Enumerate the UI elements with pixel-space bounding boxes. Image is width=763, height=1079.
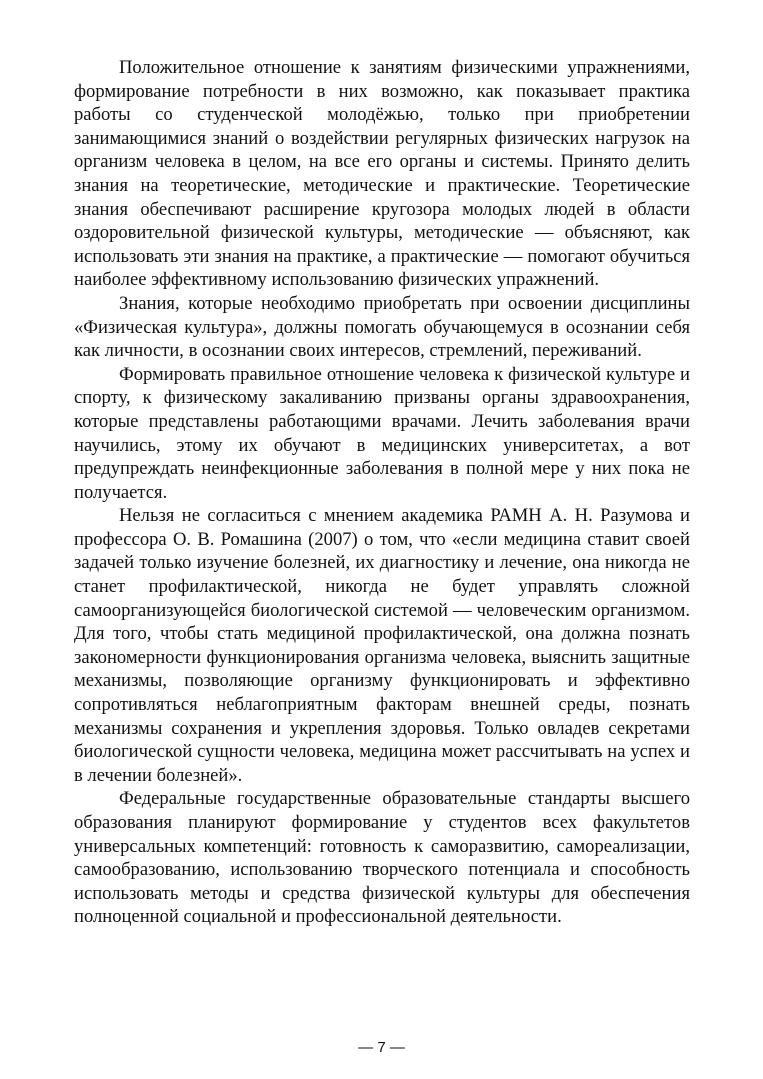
page-body: [74, 56, 690, 929]
paragraph-1: Положительное отношение к занятиям физическими упражнениями, формирование потребности в них возможно, как показывает практика работы со студенческой молодёжью, только при приобретении занимающимися знаний о воздействии регулярных физических нагрузок на организм человека в целом, на все его органы и системы. Принято делить знания на теоретические, методические и практические. Теоретические знания обеспечивают расширение кругозора молодых людей в области оздоровительной физической культуры, методические — объясняют, как использовать эти знания на практике, а практические — помогают обучиться наиболее эффективному использованию физических упражнений.: [74, 57, 690, 291]
page-number: — 7 —: [358, 1039, 405, 1056]
paragraph-5: Федеральные государственные образовательные стандарты высшего образования планируют формирование у студентов всех факультетов универсальных компетенций: готовность к саморазвитию, самореализации, самообразованию, использованию творческого потенциала и способность использовать методы и средства физической культуры для обеспечения полноценной социальной и профессиональной деятельности.: [74, 788, 690, 928]
paragraph-2: Знания, которые необходимо приобретать при освоении дисциплины «Физическая культура», должны помогать обучающемуся в осознании себя как личности, в осознании своих интересов, стремлений, переживаний.: [74, 292, 690, 362]
paragraph-3: Формировать правильное отношение человека к физической культуре и спорту, к физическому закаливанию призваны органы здравоохранения, которые представлены работающими врачами. Лечить заболевания врачи научились, этому их обучают в медицинских университетах, а вот предупреждать неинфекционные заболевания в полной мере у них пока не получается.: [74, 363, 690, 503]
paragraph-4: Нельзя не согласиться с мнением академика РАМН А. Н. Разумова и профессора О. В. Ромашина (2007) о том, что «если медицина ставит своей задачей только изучение болезней, их диагностику и лечение, она никогда не станет профилактической, никогда не будет управлять сложной самоорганизующейся биологической системой — человеческим организмом. Для того, чтобы стать медициной профилактической, она должна познать закономерности функционирования организма человека, выяснить защитные механизмы, позволяющие организму функционировать и эффективно сопротивляться неблагоприятным факторам внешней среды, познать механизмы сохранения и укрепления здоровья. Только овладев секретами биологической сущности человека, медицина может рассчитывать на успех и в лечении болезней».: [74, 505, 690, 786]
